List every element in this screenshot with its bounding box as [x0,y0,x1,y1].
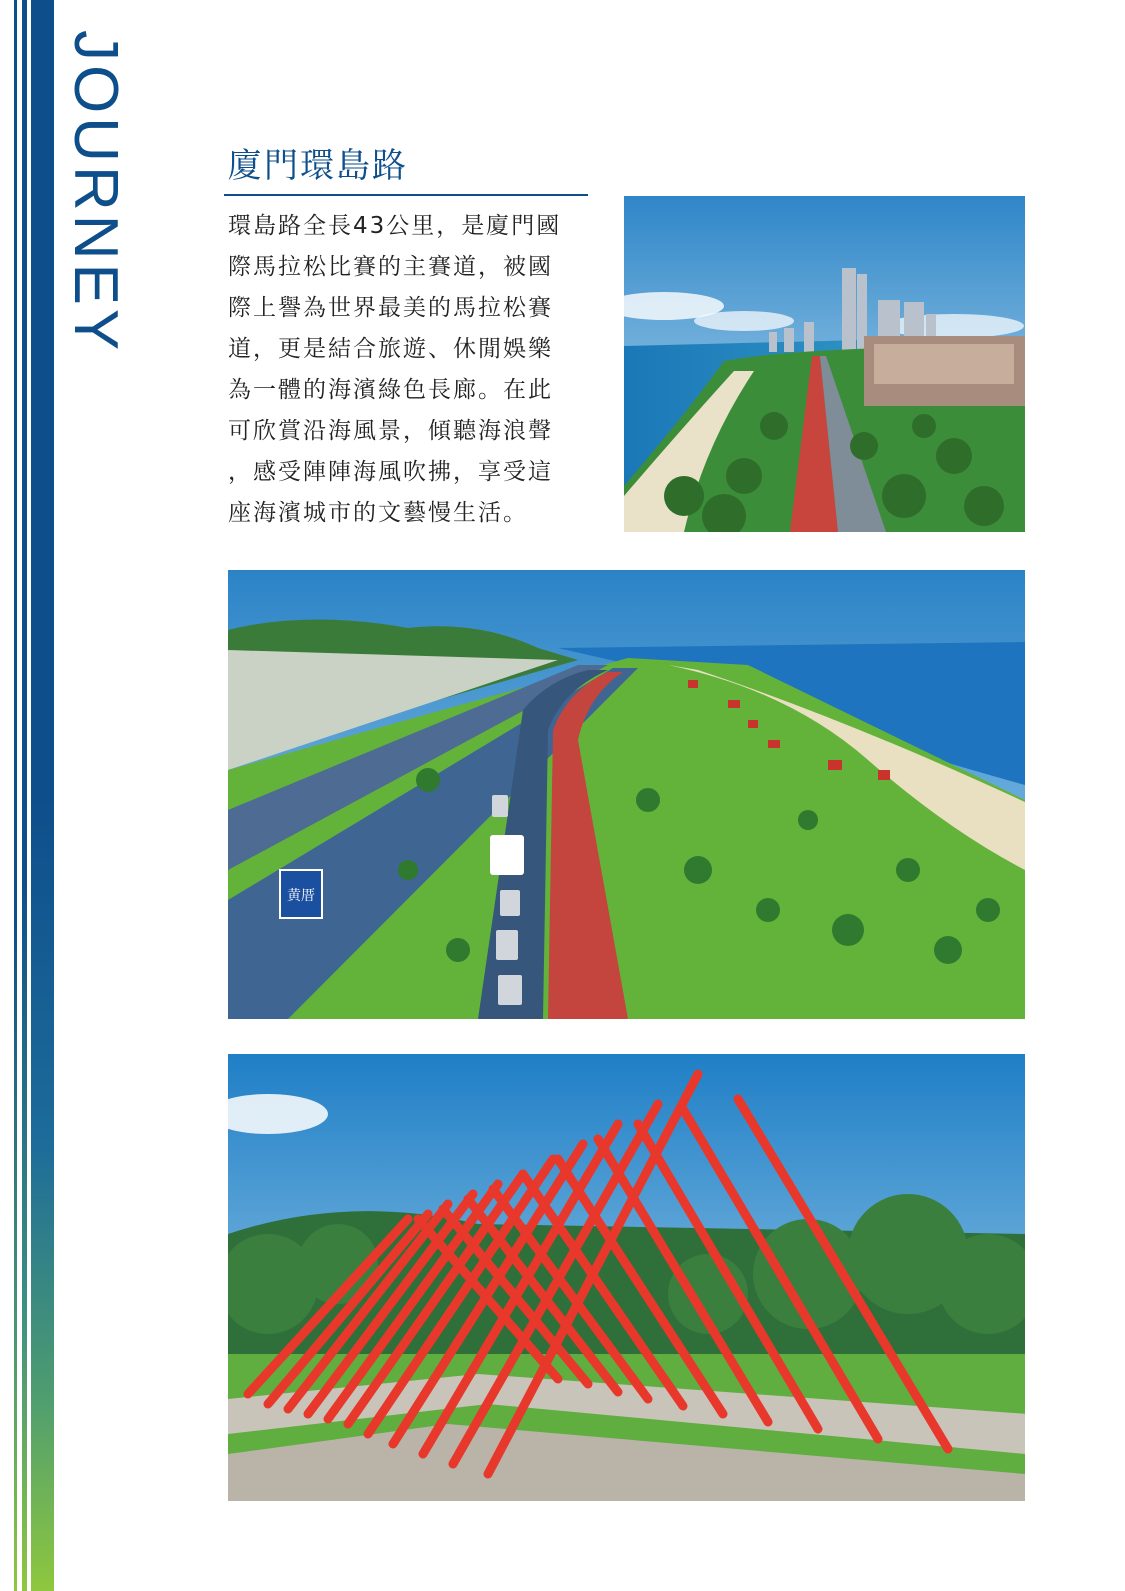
body-line: 際上譽為世界最美的馬拉松賽 [228,295,553,321]
side-bar-thin [14,0,17,1591]
body-line: 為一體的海濱綠色長廊。在此 [228,377,553,403]
body-line: ，感受陣陣海風吹拂，享受這 [228,459,553,485]
side-bar-mid [22,0,27,1591]
body-line: 座海濱城市的文藝慢生活。 [228,500,528,526]
road-sign-text: 黄厝 [287,888,315,904]
photo-red-sculpture [228,1054,1025,1501]
side-bar-thick [31,0,54,1591]
side-title: JOURNEY [61,30,130,355]
body-line: 道，更是結合旅遊、休閒娛樂 [228,336,553,362]
body-paragraph [228,206,588,534]
body-line: 環島路全長43公里，是廈門國 [228,213,562,239]
heading-rule [224,194,588,196]
decorative-side-bars [0,0,70,1591]
body-line: 可欣賞沿海風景，傾聽海浪聲 [228,418,553,444]
body-line: 際馬拉松比賽的主賽道，被國 [228,254,553,280]
photo-seaside-boulevard [624,196,1025,532]
section-heading: 廈門環島路 [228,146,408,186]
photo-coastal-road [228,570,1025,1019]
